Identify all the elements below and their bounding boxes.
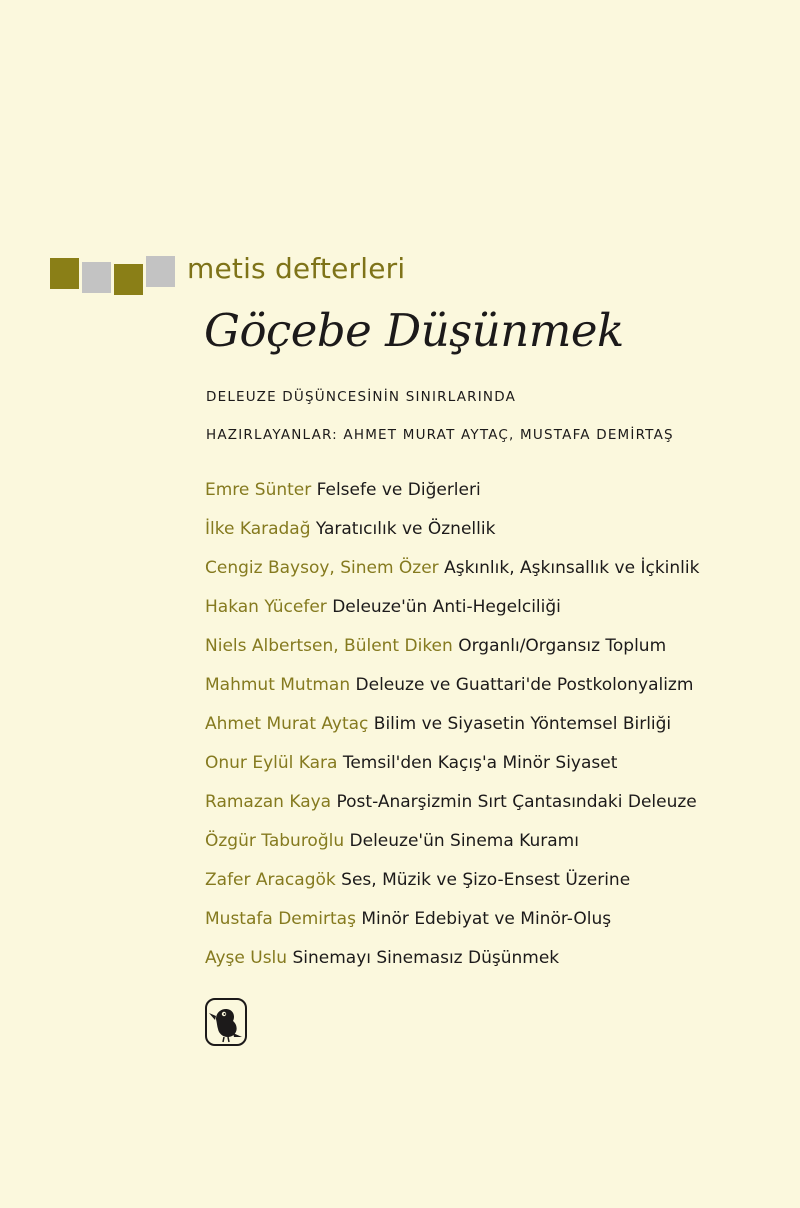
contents-author: Cengiz Baysoy, Sinem Özer	[205, 558, 439, 578]
contents-entry	[205, 595, 699, 634]
contents-author: Mustafa Demirtaş	[205, 909, 356, 929]
contents-author: Ramazan Kaya	[205, 792, 332, 812]
book-subtitle: DELEUZE DÜŞÜNCESİNİN SINIRLARINDA	[206, 389, 517, 405]
contents-entry	[205, 712, 699, 751]
contents-essay: Organlı/Organsız Toplum	[458, 636, 667, 656]
contents-essay: Post-Anarşizmin Sırt Çantasındaki Deleuze	[336, 792, 697, 812]
series-square-2	[82, 262, 111, 293]
contents-entry	[205, 751, 699, 790]
contents-essay: Minör Edebiyat ve Minör-Oluş	[361, 909, 612, 929]
contents-essay: Bilim ve Siyasetin Yöntemsel Birliği	[373, 714, 672, 734]
contents-essay: Aşkınlık, Aşkınsallık ve İçkinlik	[444, 558, 700, 578]
contents-entry	[205, 868, 699, 907]
series-square-1	[50, 258, 79, 289]
contents-essay: Felsefe ve Diğerleri	[316, 480, 481, 500]
contents-author: Özgür Taburoğlu	[205, 831, 345, 851]
contents-entry	[205, 946, 699, 985]
contents-entry	[205, 556, 699, 595]
contents-entry	[205, 829, 699, 868]
contents-author: Emre Sünter	[205, 480, 312, 500]
contents-author: Onur Eylül Kara	[205, 753, 338, 773]
contents-essay: Deleuze'ün Anti-Hegelciliği	[332, 597, 561, 617]
contents-author: Hakan Yücefer	[205, 597, 327, 617]
contents-essay: Yaratıcılık ve Öznellik	[315, 519, 496, 539]
contents-author: Niels Albertsen, Bülent Diken	[205, 636, 453, 656]
metis-bird-logo-icon	[204, 997, 248, 1051]
contents-entry	[205, 907, 699, 946]
contents-author: Ahmet Murat Aytaç	[205, 714, 369, 734]
contents-essay: Deleuze'ün Sinema Kuramı	[349, 831, 579, 851]
contents-essay: Ses, Müzik ve Şizo-Ensest Üzerine	[341, 870, 631, 890]
series-square-4	[146, 256, 175, 287]
contents-entry	[205, 790, 699, 829]
contents-author: İlke Karadağ	[205, 519, 311, 539]
contents-essay: Sinemayı Sinemasız Düşünmek	[292, 948, 560, 968]
contents-author: Ayşe Uslu	[205, 948, 288, 968]
contents-essay: Deleuze ve Guattari'de Postkolonyalizm	[355, 675, 694, 695]
contents-entry	[205, 478, 699, 517]
contents-author: Zafer Aracagök	[205, 870, 336, 890]
series-square-3	[114, 264, 143, 295]
series-name: metis defterleri	[187, 252, 406, 285]
book-editors: HAZIRLAYANLAR: AHMET MURAT AYTAÇ, MUSTAFA DEMİRTAŞ	[206, 427, 674, 443]
table-of-contents	[205, 478, 699, 985]
contents-entry	[205, 517, 699, 556]
book-title: Göçebe Düşünmek	[204, 304, 624, 357]
contents-entry	[205, 673, 699, 712]
contents-author: Mahmut Mutman	[205, 675, 351, 695]
contents-entry	[205, 634, 699, 673]
contents-essay: Temsil'den Kaçış'a Minör Siyaset	[342, 753, 618, 773]
